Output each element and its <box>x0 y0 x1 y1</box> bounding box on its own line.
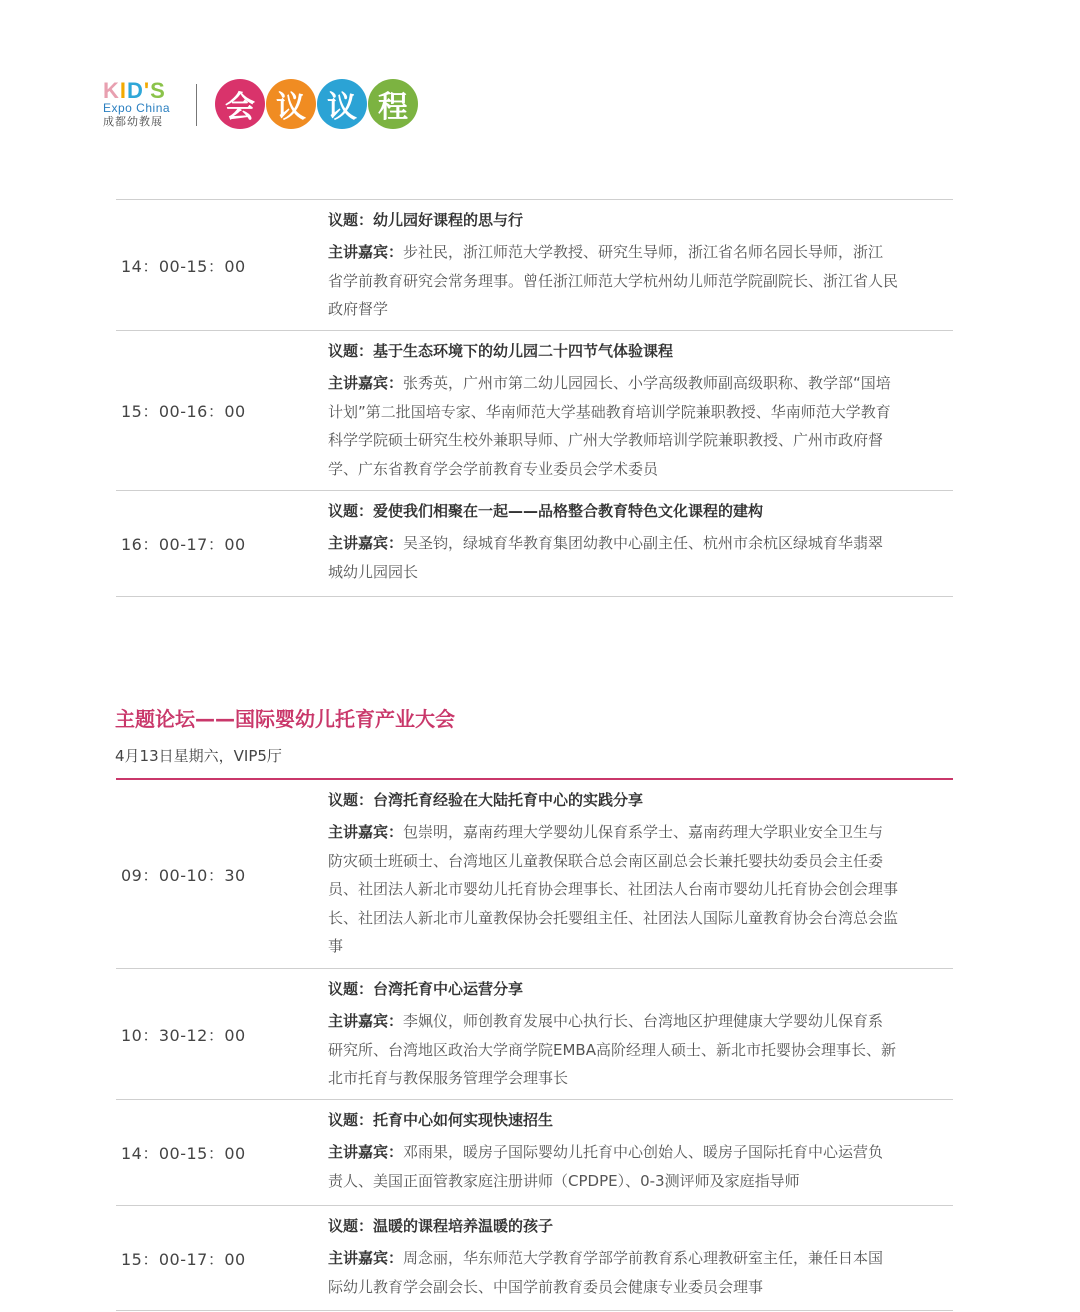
speaker-label: 主讲嘉宾： <box>328 1012 404 1030</box>
speaker-label: 主讲嘉宾： <box>328 374 404 392</box>
agenda-row <box>116 200 953 331</box>
agenda-time: 14：00-15：00 <box>121 256 246 276</box>
speaker-text: 张秀英，广州市第二幼儿园园长、小学高级教师副高级职称、教学部“国培计划”第二批国培专家、华南师范大学基础教育培训学院兼职教授、华南师范大学教育科学学院硕士研究生校外兼职导师、广州大学教师培训学院兼职教授、广州市政府督学、广东省教育学会学前教育专业委员会学术委员 <box>328 374 891 478</box>
speaker-text: 邓雨果，暖房子国际婴幼儿托育中心创始人、暖房子国际托育中心运营负责人、美国正面管教家庭注册讲师（CPDPE）、0-3测评师及家庭指导师 <box>328 1143 884 1190</box>
title-char: 议 <box>266 79 316 129</box>
agenda-time: 15：00-17：00 <box>121 1249 246 1269</box>
logo-letter: I <box>119 78 128 103</box>
speaker-text: 吴圣钧，绿城育华教育集团幼教中心副主任、杭州市余杭区绿城育华翡翠城幼儿园园长 <box>328 534 884 581</box>
agenda-speaker <box>328 369 953 483</box>
agenda-topic: 议题：托育中心如何实现快速招生 <box>328 1111 554 1129</box>
speaker-text: 步社民，浙江师范大学教授、研究生导师，浙江省名师名园长导师，浙江省学前教育研究会常务理事。曾任浙江师范大学杭州幼儿师范学院副院长、浙江省人民政府督学 <box>328 243 899 318</box>
agenda-speaker <box>328 1007 953 1093</box>
logo-letter: K <box>103 78 120 103</box>
agenda-time: 09：00-10：30 <box>121 865 246 885</box>
agenda-time: 15：00-16：00 <box>121 402 246 421</box>
logo-letter: S <box>150 78 166 103</box>
agenda-topic: 议题：幼儿园好课程的思与行 <box>328 211 524 229</box>
agenda-time: 10：30-12：00 <box>121 1025 246 1045</box>
agenda-topic: 议题：台湾托育经验在大陆托育中心的实践分享 <box>328 791 644 809</box>
title-char: 程 <box>368 79 418 129</box>
logo-letter: D <box>127 78 144 103</box>
speaker-label: 主讲嘉宾： <box>328 1143 404 1161</box>
agenda-row <box>116 780 953 969</box>
logo-expo-text: Expo China <box>103 101 171 115</box>
speaker-label: 主讲嘉宾： <box>328 243 404 261</box>
expo-logo <box>103 80 183 128</box>
header-divider <box>196 84 197 126</box>
forum-title: 主题论坛——国际婴幼儿托育产业大会 <box>115 707 455 731</box>
title-char: 会 <box>215 79 265 129</box>
agenda-time: 16：00-17：00 <box>121 535 246 554</box>
agenda-time: 14：00-15：00 <box>121 1144 246 1163</box>
agenda-row <box>116 969 953 1100</box>
agenda-row <box>116 491 953 597</box>
agenda-topic: 议题：台湾托育中心运营分享 <box>328 980 524 998</box>
logo-letter: ' <box>143 78 151 103</box>
agenda-speaker <box>328 529 953 586</box>
forum-subtitle: 4月13日星期六，VIP5厅 <box>115 747 282 765</box>
agenda-topic: 议题：基于生态环境下的幼儿园二十四节气体验课程 <box>328 342 674 360</box>
speaker-label: 主讲嘉宾： <box>328 823 404 841</box>
agenda-row <box>116 1100 953 1206</box>
speaker-text: 周念丽，华东师范大学教育学部学前教育系心理教研室主任，兼任日本国际幼儿教育学会副会长、中国学前教育委员会健康专业委员会理事 <box>328 1249 884 1296</box>
speaker-text: 包崇明，嘉南药理大学婴幼儿保育系学士、嘉南药理大学职业安全卫生与防灾硕士班硕士、台湾地区儿童教保联合总会南区副总会长兼托婴扶幼委员会主任委员、社团法人新北市婴幼儿托育协会理事长、社团法人台南市婴幼儿托育协会创会理事长、社团法人新北市儿童教保协会托婴组主任、社团法人国际儿童教育协会台湾总会监事 <box>328 823 899 955</box>
agenda-table-1 <box>116 199 953 597</box>
agenda-row <box>116 1206 953 1311</box>
agenda-speaker <box>328 1244 953 1301</box>
agenda-topic: 议题：爱使我们相聚在一起——品格整合教育特色文化课程的建构 <box>328 502 764 520</box>
logo-cn-text: 成都幼教展 <box>103 115 163 128</box>
page-title <box>215 79 418 129</box>
agenda-speaker <box>328 818 953 961</box>
agenda-table-2 <box>116 778 953 1311</box>
agenda-speaker <box>328 238 953 324</box>
agenda-row <box>116 331 953 491</box>
agenda-topic: 议题：温暖的课程培养温暖的孩子 <box>328 1217 554 1235</box>
speaker-text: 李姵仪，师创教育发展中心执行长、台湾地区护理健康大学婴幼儿保育系研究所、台湾地区政治大学商学院EMBA高阶经理人硕士、新北市托婴协会理事长、新北市托育与教保服务管理学会理事长 <box>328 1012 896 1087</box>
title-char: 议 <box>317 79 367 129</box>
speaker-label: 主讲嘉宾： <box>328 534 404 552</box>
speaker-label: 主讲嘉宾： <box>328 1249 404 1267</box>
agenda-speaker <box>328 1138 953 1195</box>
logo-kids-text <box>103 80 183 102</box>
